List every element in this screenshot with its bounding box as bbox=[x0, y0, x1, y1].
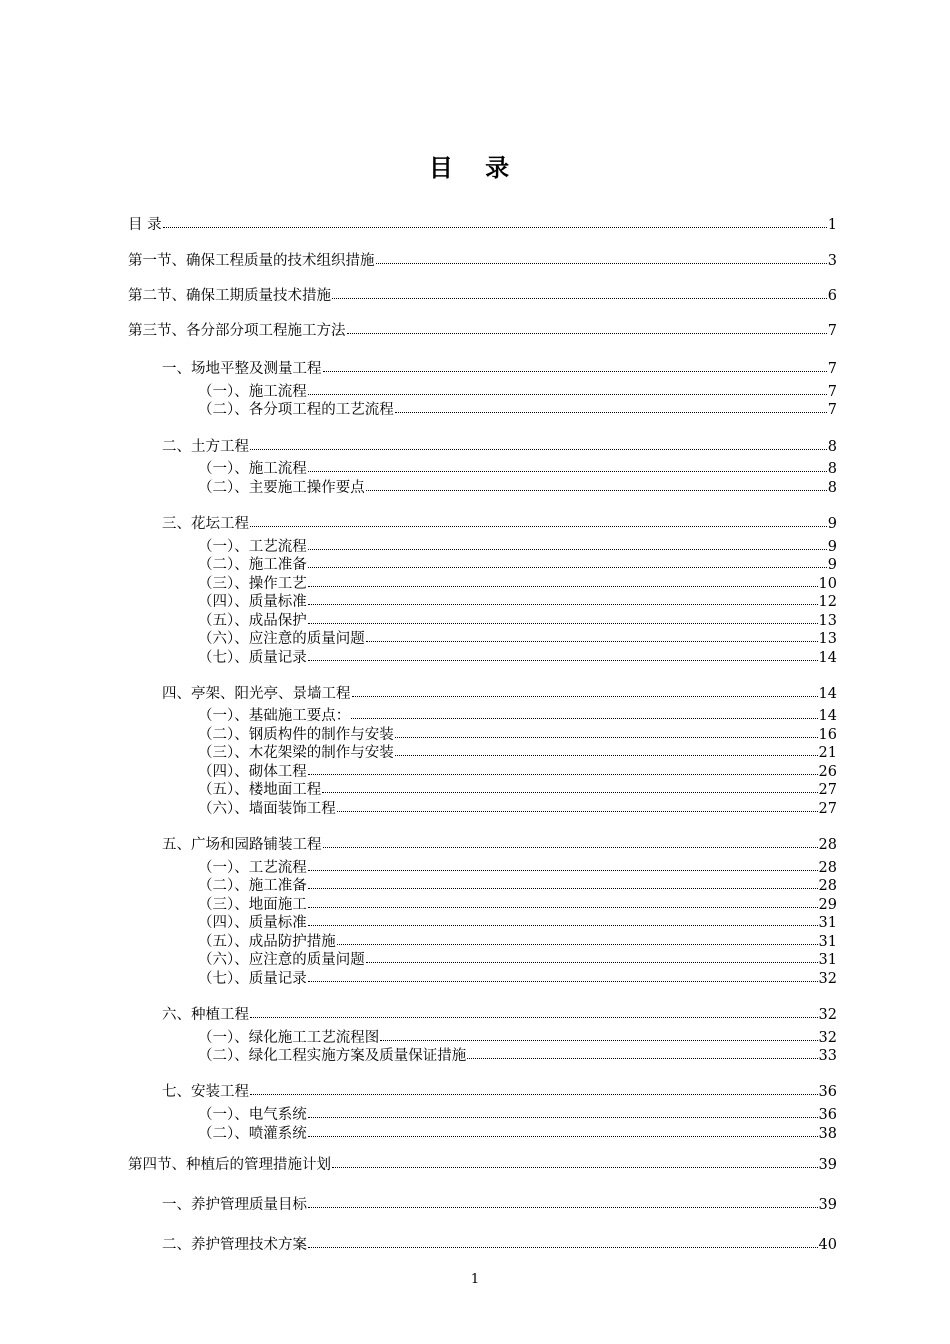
toc-entry-text: （二）、施工准备 bbox=[198, 557, 307, 573]
toc-entry-page: 21 bbox=[818, 745, 837, 761]
toc-entry-text: 第四节、种植后的管理措施计划 bbox=[128, 1157, 331, 1173]
toc-entry-page: 7 bbox=[827, 384, 837, 400]
toc-entry-page: 28 bbox=[818, 837, 837, 853]
toc-entry-page: 39 bbox=[818, 1157, 837, 1173]
toc-entry[interactable] bbox=[198, 799, 837, 817]
toc-entry-page: 7 bbox=[827, 402, 837, 418]
toc-entry-page: 12 bbox=[818, 594, 837, 610]
toc-entry-page: 1 bbox=[827, 217, 837, 233]
toc-entry-page: 32 bbox=[818, 971, 837, 987]
toc-entry-text: 二、养护管理技术方案 bbox=[162, 1237, 307, 1253]
toc-entry-text: （二）、钢质构件的制作与安装 bbox=[198, 727, 394, 743]
toc-entry[interactable] bbox=[198, 895, 837, 913]
toc-entry-page: 32 bbox=[818, 1030, 837, 1046]
toc-entry-text: （二）、绿化工程实施方案及质量保证措施 bbox=[198, 1048, 467, 1064]
dot-leader bbox=[308, 647, 818, 661]
toc-entry-text: （四）、质量标准 bbox=[198, 915, 307, 931]
toc-entry-page: 14 bbox=[818, 650, 837, 666]
dot-leader bbox=[352, 683, 818, 697]
toc-entry-page: 31 bbox=[818, 934, 837, 950]
toc-entry[interactable] bbox=[198, 913, 837, 931]
toc-entry-text: （五）、成品防护措施 bbox=[198, 934, 336, 950]
dot-leader bbox=[163, 214, 827, 228]
dot-leader bbox=[308, 875, 818, 889]
toc-entry[interactable] bbox=[198, 706, 837, 724]
dot-leader bbox=[395, 742, 818, 756]
toc-entry-text: （三）、地面施工 bbox=[198, 897, 307, 913]
dot-leader bbox=[322, 779, 817, 793]
toc-entry[interactable] bbox=[198, 382, 837, 400]
toc-entry-page: 26 bbox=[818, 764, 837, 780]
dot-leader bbox=[308, 458, 827, 472]
toc-entry-text: （一）、施工流程 bbox=[198, 461, 307, 477]
toc-entry[interactable] bbox=[198, 1046, 837, 1064]
toc-entry[interactable] bbox=[198, 629, 837, 647]
toc-entry-page: 31 bbox=[818, 952, 837, 968]
toc-entry-page: 8 bbox=[827, 439, 837, 455]
toc-entry-text: （四）、砌体工程 bbox=[198, 764, 307, 780]
dot-leader bbox=[376, 250, 827, 264]
dot-leader bbox=[323, 834, 818, 848]
toc-entry-page: 27 bbox=[818, 782, 837, 798]
toc-entry[interactable] bbox=[198, 969, 837, 987]
dot-leader bbox=[308, 610, 818, 624]
toc-entry[interactable] bbox=[162, 1082, 837, 1100]
toc-entry-text: 二、土方工程 bbox=[162, 439, 249, 455]
toc-entry-page: 33 bbox=[818, 1048, 837, 1064]
toc-entry-text: 五、广场和园路铺装工程 bbox=[162, 837, 322, 853]
toc-entry[interactable] bbox=[198, 1028, 837, 1046]
toc-entry[interactable] bbox=[162, 835, 837, 853]
dot-leader bbox=[337, 798, 818, 812]
dot-leader bbox=[395, 399, 827, 413]
dot-leader bbox=[308, 912, 818, 926]
toc-entry[interactable] bbox=[198, 743, 837, 761]
toc-entry[interactable] bbox=[198, 858, 837, 876]
dot-leader bbox=[308, 554, 827, 568]
toc-entry[interactable] bbox=[198, 725, 837, 743]
toc-entry-page: 13 bbox=[818, 613, 837, 629]
toc-entry-page: 14 bbox=[818, 708, 837, 724]
dot-leader bbox=[323, 358, 827, 372]
toc-entry[interactable] bbox=[128, 286, 837, 304]
toc-entry-page: 29 bbox=[818, 897, 837, 913]
toc-entry-page: 36 bbox=[818, 1107, 837, 1123]
toc-entry-page: 7 bbox=[827, 323, 837, 339]
toc-entry-text: （一）、施工流程 bbox=[198, 384, 307, 400]
toc-entry-page: 27 bbox=[818, 801, 837, 817]
dot-leader bbox=[337, 931, 818, 945]
dot-leader bbox=[308, 573, 818, 587]
dot-leader bbox=[250, 436, 827, 450]
toc-entry-page: 6 bbox=[827, 288, 837, 304]
toc-entry[interactable] bbox=[128, 321, 837, 339]
dot-leader bbox=[395, 724, 818, 738]
toc-entry[interactable] bbox=[198, 611, 837, 629]
toc-entry[interactable] bbox=[162, 359, 837, 377]
dot-leader bbox=[366, 477, 827, 491]
toc-entry-text: 四、亭架、阳光亭、景墙工程 bbox=[162, 686, 351, 702]
toc-entry-text: （一）、电气系统 bbox=[198, 1107, 307, 1123]
toc-entry-page: 9 bbox=[827, 539, 837, 555]
toc-entry-text: 目 录 bbox=[128, 217, 162, 233]
toc-entry[interactable] bbox=[198, 648, 837, 666]
toc-entry[interactable] bbox=[198, 876, 837, 894]
toc-entry[interactable] bbox=[198, 780, 837, 798]
toc-entry[interactable] bbox=[162, 1005, 837, 1023]
toc-entry-text: （一）、绿化施工工艺流程图 bbox=[198, 1030, 380, 1046]
toc-entry[interactable] bbox=[162, 437, 837, 455]
dot-leader bbox=[308, 536, 827, 550]
dot-leader bbox=[308, 857, 818, 871]
dot-leader bbox=[308, 1104, 818, 1118]
toc-entry-text: 第三节、各分部分项工程施工方法 bbox=[128, 323, 346, 339]
dot-leader bbox=[308, 761, 818, 775]
toc-entry-page: 36 bbox=[818, 1084, 837, 1100]
dot-leader bbox=[308, 381, 827, 395]
page-number: 1 bbox=[470, 1272, 480, 1287]
dot-leader bbox=[250, 1081, 818, 1095]
dot-leader bbox=[467, 1045, 817, 1059]
dot-leader bbox=[351, 705, 817, 719]
toc-entry-text: （二）、施工准备 bbox=[198, 878, 307, 894]
toc-entry-page: 9 bbox=[827, 516, 837, 532]
toc-entry-text: （六）、应注意的质量问题 bbox=[198, 952, 365, 968]
toc-entry[interactable] bbox=[162, 684, 837, 702]
toc-entry[interactable] bbox=[198, 555, 837, 573]
toc-entry-page: 3 bbox=[827, 253, 837, 269]
toc-entry-page: 31 bbox=[818, 915, 837, 931]
toc-entry-page: 7 bbox=[827, 361, 837, 377]
toc-entry-text: 七、安装工程 bbox=[162, 1084, 249, 1100]
toc-entry-text: （四）、质量标准 bbox=[198, 594, 307, 610]
toc-entry-text: 一、养护管理质量目标 bbox=[162, 1197, 307, 1213]
toc-entry-text: （二）、各分项工程的工艺流程 bbox=[198, 402, 394, 418]
toc-entry[interactable] bbox=[198, 1124, 837, 1142]
dot-leader bbox=[250, 513, 827, 527]
toc-entry-page: 9 bbox=[827, 557, 837, 573]
toc-entry-text: （七）、质量记录 bbox=[198, 971, 307, 987]
toc-entry-text: 第二节、确保工期质量技术措施 bbox=[128, 288, 331, 304]
toc-entry[interactable] bbox=[198, 932, 837, 950]
toc-entry[interactable] bbox=[198, 950, 837, 968]
toc-entry-page: 40 bbox=[818, 1237, 837, 1253]
toc-entry[interactable] bbox=[198, 459, 837, 477]
dot-leader bbox=[308, 1234, 818, 1248]
dot-leader bbox=[366, 628, 818, 642]
dot-leader bbox=[308, 591, 818, 605]
toc-entry-text: （一）、工艺流程 bbox=[198, 539, 307, 555]
toc-entry-text: （三）、木花架梁的制作与安装 bbox=[198, 745, 394, 761]
toc-entry-text: （二）、主要施工操作要点 bbox=[198, 480, 365, 496]
dot-leader bbox=[250, 1004, 818, 1018]
dot-leader bbox=[308, 1194, 818, 1208]
dot-leader bbox=[308, 894, 818, 908]
toc-entry-text: （一）、基础施工要点： bbox=[198, 708, 351, 724]
toc-entry[interactable] bbox=[162, 1195, 837, 1213]
toc-entry[interactable] bbox=[128, 215, 837, 233]
toc-entry-text: 三、花坛工程 bbox=[162, 516, 249, 532]
toc-entry-page: 14 bbox=[818, 686, 837, 702]
toc-entry-text: （二）、喷灌系统 bbox=[198, 1126, 307, 1142]
toc-entry[interactable] bbox=[198, 574, 837, 592]
toc-entry-text: （五）、楼地面工程 bbox=[198, 782, 322, 798]
toc-entry-page: 16 bbox=[818, 727, 837, 743]
toc-entry-text: （一）、工艺流程 bbox=[198, 860, 307, 876]
toc-entry[interactable] bbox=[198, 762, 837, 780]
toc-entry[interactable] bbox=[198, 537, 837, 555]
toc-entry[interactable] bbox=[198, 400, 837, 418]
dot-leader bbox=[380, 1027, 817, 1041]
toc-entry[interactable] bbox=[198, 478, 837, 496]
toc-entry-page: 32 bbox=[818, 1007, 837, 1023]
toc-entry-page: 10 bbox=[818, 576, 837, 592]
toc-entry-text: （六）、墙面装饰工程 bbox=[198, 801, 336, 817]
dot-leader bbox=[332, 1154, 818, 1168]
toc-entry-text: （五）、成品保护 bbox=[198, 613, 307, 629]
toc-entry-page: 28 bbox=[818, 860, 837, 876]
dot-leader bbox=[347, 320, 827, 334]
toc-entry-page: 8 bbox=[827, 480, 837, 496]
toc-entry-text: （三）、操作工艺 bbox=[198, 576, 307, 592]
dot-leader bbox=[308, 968, 818, 982]
toc-entry[interactable] bbox=[162, 514, 837, 532]
toc-entry-page: 39 bbox=[818, 1197, 837, 1213]
toc-entry-text: 一、场地平整及测量工程 bbox=[162, 361, 322, 377]
toc-entry[interactable] bbox=[198, 1105, 837, 1123]
toc-entry-page: 38 bbox=[818, 1126, 837, 1142]
dot-leader bbox=[366, 949, 818, 963]
toc-entry[interactable] bbox=[128, 1155, 837, 1173]
toc-entry-text: （七）、质量记录 bbox=[198, 650, 307, 666]
toc-entry-text: 第一节、确保工程质量的技术组织措施 bbox=[128, 253, 375, 269]
toc-entry-text: 六、种植工程 bbox=[162, 1007, 249, 1023]
toc-entry[interactable] bbox=[128, 251, 837, 269]
toc-entry[interactable] bbox=[198, 592, 837, 610]
toc-entry-page: 8 bbox=[827, 461, 837, 477]
dot-leader bbox=[332, 285, 827, 299]
toc-entry-page: 28 bbox=[818, 878, 837, 894]
dot-leader bbox=[308, 1123, 818, 1137]
toc-entry-text: （六）、应注意的质量问题 bbox=[198, 631, 365, 647]
page-title: 目 录 bbox=[428, 154, 522, 182]
toc-entry-page: 13 bbox=[818, 631, 837, 647]
toc-entry[interactable] bbox=[162, 1235, 837, 1253]
